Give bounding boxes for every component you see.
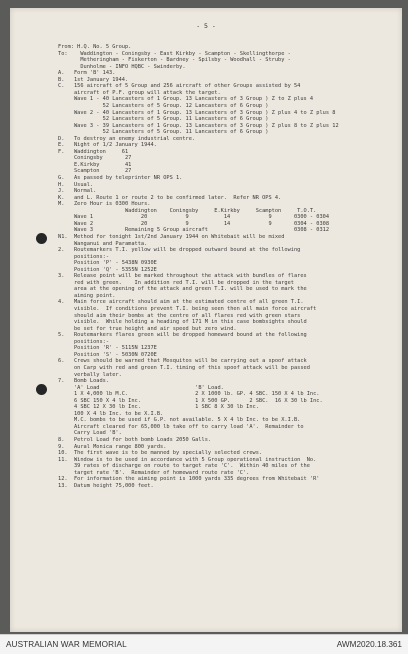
document-line: Wave 1 - 40 Lancasters of 1 Group. 13 Lancasters of 3 Group ) Z to Z plus 4 xyxy=(58,96,314,103)
document-line: From: H.Q. No. 5 Group. xyxy=(58,44,132,50)
footer-institution: AUSTRALIAN WAR MEMORIAL xyxy=(6,640,127,649)
document-line: 11. Window is to be used in accordance with 5 Group operational instruction No. xyxy=(58,456,317,463)
document-line: verbally later. xyxy=(58,371,122,378)
document-line: To: Waddington - Coningsby - East Kirkby - Scampton - Skellingthorpe - xyxy=(58,50,291,57)
document-line: visible. If conditions prevent T.I. being seen then all main force aircraft xyxy=(58,306,317,312)
document-line: 100 X 4 lb Inc. to be X.I.B. xyxy=(58,410,164,417)
document-line: 5. Routemarkers flares green will be dropped homeward bound at the following xyxy=(58,332,307,339)
document-line: 1 X 4,000 lb M.C. 2 X 1000 lb. GP. 4 SBC. 150 X 4 lb Inc. xyxy=(58,391,320,398)
document-line: Position 'R' - 5115N 1237E xyxy=(58,345,157,352)
document-line: 52 Lancasters of 5 Group. 11 Lancasters of 6 Group ) xyxy=(58,116,269,123)
document-line: 3. Release point will be marked throughout the attack with bundles of flares xyxy=(58,273,307,280)
document-line: Carry Load 'B'. xyxy=(58,430,122,437)
document-line: H. Usual. xyxy=(58,181,94,188)
document-line: E. Night of 1/2 January 1944. xyxy=(58,142,157,149)
document-line: Metheringham - Fiskerton - Bardney - Spilsby - Woodhall - Struby - xyxy=(58,57,291,64)
footer-bar xyxy=(0,634,408,654)
document-line: B. 1st January 1944. xyxy=(58,76,129,83)
document-line: Position 'S' - 5030N 0720E xyxy=(58,351,157,358)
document-line: 8. Petrol Load for both bomb Loads 2050 Galls. xyxy=(58,437,212,443)
document-line: positions:- xyxy=(58,338,110,345)
document-line: 2. Routemarkers T.I. yellow will be dropped outward bound at the following xyxy=(58,247,301,254)
document-line: Aircraft cleared for 65,000 lb take off to carry load 'A'. Remainder to xyxy=(58,423,304,430)
typed-text-body xyxy=(10,8,402,632)
document-line: Wave 1 20 9 14 9 0300 - 0304 xyxy=(58,214,330,221)
document-line: Wave 3 - 39 Lancasters of 1 Group. 13 Lancasters of 3 Group ) Z plus 8 to Z plus 12 xyxy=(58,122,339,129)
document-line: N1. Method for tonight 1st/2nd January 1944 on Whitebait will be mixed xyxy=(58,233,285,240)
document-line: Coningsby 27 xyxy=(58,155,132,162)
document-line: 12. For information the aiming point is 1000 yards 335 degrees from Whitebait 'R' xyxy=(58,476,320,483)
document-line: visible. While holding a heading of 171 M in this case bombsights should xyxy=(58,319,307,326)
document-line: 4 SBC 12 X 30 lb Inc. 1 SBC 8 X 30 lb Inc. xyxy=(58,404,259,411)
document-line: area at the opening of the attack and green T.I. will be used to mark the xyxy=(58,286,307,293)
document-line: red with green. In addition red T.I. will be dropped in the target xyxy=(58,279,294,286)
document-line: Wave 3 Remaining 5 Group aircraft 0308 - 0312 xyxy=(58,227,330,234)
document-line: M.C. bombs to be used if G.P. not available. 5 X 4 lb Inc. to be X.I.B. xyxy=(58,417,301,424)
document-line: D. To destroy an enemy industrial centre. xyxy=(58,135,196,142)
page-number: - 5 - xyxy=(196,22,216,30)
document-line: should aim their bombs at the centre of all flares red with green stars xyxy=(58,312,301,319)
document-line: Scampton 27 xyxy=(58,168,132,175)
document-line: aiming point. xyxy=(58,292,116,299)
footer-accession-number: AWM2020.18.361 xyxy=(336,640,402,649)
document-line: 6. Crews should be warned that Mosquitos will be carrying out a spoof attack xyxy=(58,358,307,365)
document-line: on Carp with red and green T.I. timing of this spoof attack will be passed xyxy=(58,364,310,371)
document-line: Wave 2 20 9 14 9 0304 - 0308 xyxy=(58,220,330,227)
document-page xyxy=(10,8,402,632)
document-line: 9. Aural Monica range 800 yards. xyxy=(58,443,167,450)
document-line: Waddington Coningsby E.Kirkby Scampton T.O.T. xyxy=(58,207,317,214)
document-line: E.Kirkby 41 xyxy=(58,161,132,168)
document-line: 7. Bomb Loads. xyxy=(58,378,110,385)
document-line: 'A' Load 'B' Load. xyxy=(58,384,224,391)
document-line: Position 'P' - 5438N 0930E xyxy=(58,260,157,267)
document-line: Position 'Q' - 5355N 1252E xyxy=(58,266,157,273)
document-line: positions:- xyxy=(58,253,110,260)
document-line: 52 Lancasters of 5 Group. 12 Lancasters of 6 Group ) xyxy=(58,102,269,109)
document-line: be set for true height and air speed but zero wind. xyxy=(58,325,237,332)
document-line: Dunholme - INFO HQBC - Swinderby. xyxy=(58,63,186,70)
document-line: 13. Datum height 75,000 feet. xyxy=(58,482,154,489)
document-line: 6 SBC 150 X 4 lb Inc. 1 X 500 GP. 2 SBC. 16 X 30 lb Inc. xyxy=(58,397,323,404)
document-line: G. As passed by teleprinter NR OPS 1. xyxy=(58,175,183,181)
document-line: Wave 2 - 40 Lancasters of 1 Group. 13 Lancasters of 3 Group ) Z plus 4 to Z plus 8 xyxy=(58,109,336,116)
document-line: M. Zero Hour is 0300 Hours. xyxy=(58,201,151,208)
document-line: K. and L. Route 1 or route 2 to be confirmed later. Refer NR OPS 4. xyxy=(58,194,282,201)
document-line: Wanganui and Paramatta. xyxy=(58,240,148,247)
document-line: target rate 'B'. Remainder of homeward route rate 'C'. xyxy=(58,469,250,476)
document-line: C. 156 aircraft of 5 Group and 256 aircraft of other Groups assisted by 54 xyxy=(58,83,301,90)
document-line: A. Form 'B' 143. xyxy=(58,70,116,77)
document-line: 4. Main force aircraft should aim at the estimated centre of all green T.I. xyxy=(58,299,304,306)
document-line: 39 rates of discharge on route to target rate 'C'. Within 40 miles of the xyxy=(58,463,310,470)
document-line: 52 Lancasters of 5 Group. 11 Lancasters of 6 Group ) xyxy=(58,129,269,136)
document-line: 10. The first wave is to be manned by specially selected crews. xyxy=(58,450,263,457)
document-line: J. Normal. xyxy=(58,188,97,195)
document-line: F. Waddington 61 xyxy=(58,148,129,155)
document-line: aircraft of P.F. group will attack the target. xyxy=(58,89,221,96)
